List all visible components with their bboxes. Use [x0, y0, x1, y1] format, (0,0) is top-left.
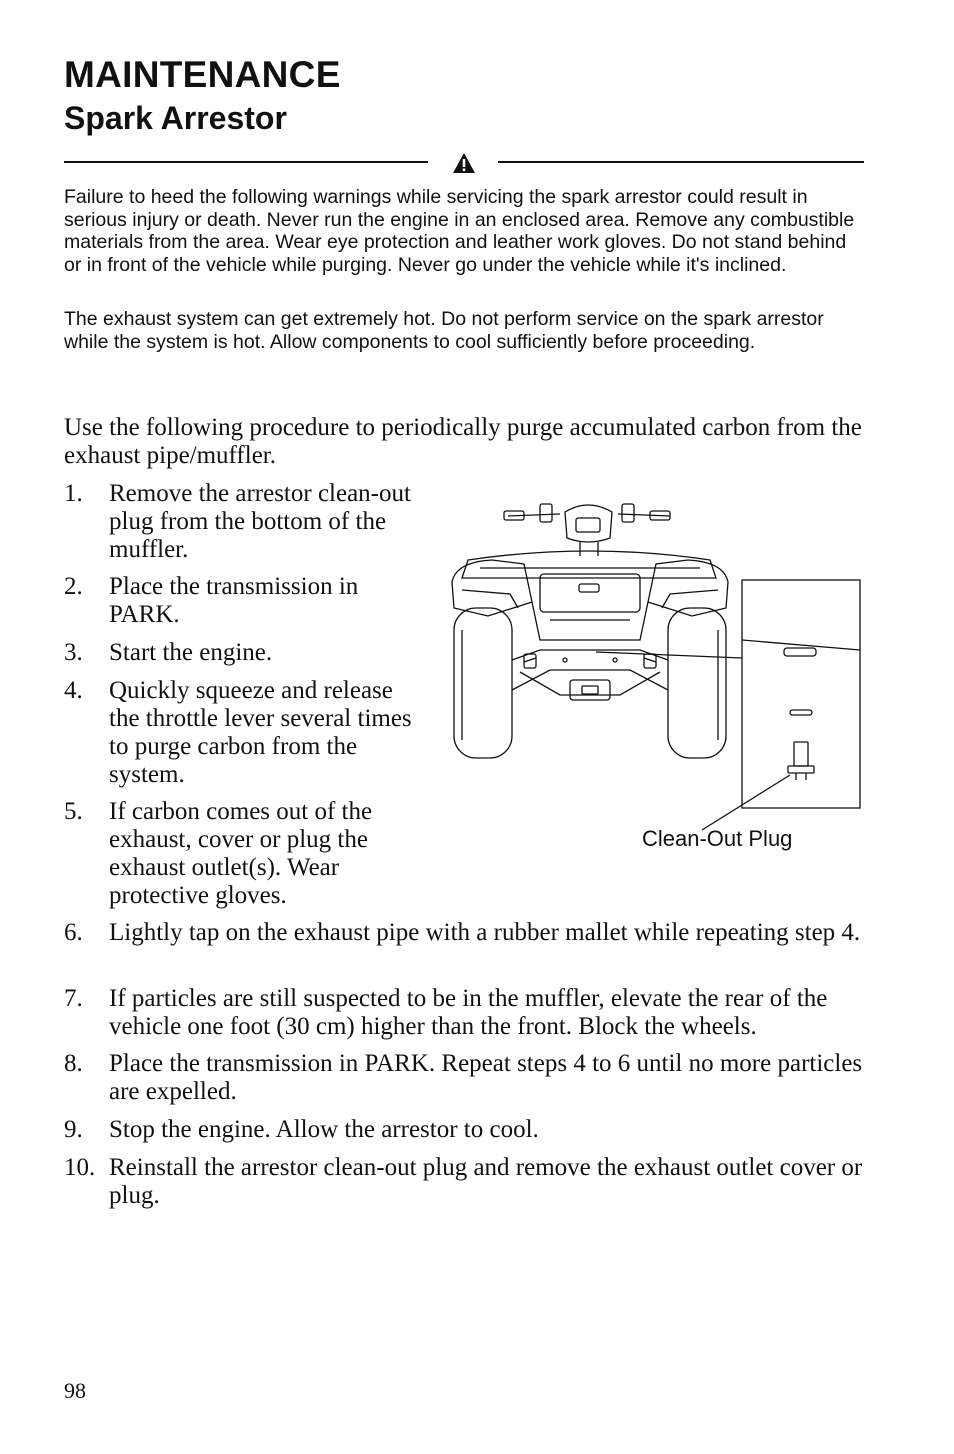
page-title: Spark Arrestor [64, 100, 287, 136]
step-text: Place the transmission in PARK. [109, 573, 359, 628]
atv-rear-illustration [440, 490, 870, 870]
step-number: 7. [64, 985, 83, 1012]
step-number: 1. [64, 480, 83, 507]
step-number: 5. [64, 798, 83, 825]
step-number: 6. [64, 919, 83, 946]
warning-paragraph: Failure to heed the following warnings while servicing the spark arrestor could result in serious injury or death. Never run the engine in an enclosed area. Remove any combustible materials from the area. Wear eye protection and leather work gloves. Do not stand behind or in front of the vehicle while purging. Never go under the vehicle while it's inclined. [64, 186, 855, 277]
step-text: Start the engine. [109, 639, 273, 666]
step-number: 9. [64, 1116, 83, 1143]
step-number: 3. [64, 639, 83, 666]
warning-divider-left [64, 161, 428, 163]
warning-paragraph: The exhaust system can get extremely hot. Do not perform service on the spark arrestor while the system is hot. Allow components to cool sufficiently before proceeding. [64, 308, 824, 353]
step-text: Place the transmission in PARK. Repeat steps 4 to 6 until no more particles are expelled. [109, 1050, 863, 1105]
step-text: Reinstall the arrestor clean-out plug and remove the exhaust outlet cover or plug. [109, 1154, 863, 1209]
step-text: If carbon comes out of the exhaust, cover or plug the exhaust outlet(s). Wear protective gloves. [109, 798, 373, 909]
figure-caption: Clean-Out Plug [642, 826, 793, 851]
step-text: Stop the engine. Allow the arrestor to cool. [109, 1116, 539, 1143]
step-text: Remove the arrestor clean-out plug from the bottom of the muffler. [109, 480, 411, 563]
step-text: Lightly tap on the exhaust pipe with a rubber mallet while repeating step 4. [109, 919, 861, 946]
step-number: 8. [64, 1050, 83, 1077]
warning-triangle-icon [452, 152, 476, 174]
step-number: 10. [64, 1154, 96, 1181]
section-title: MAINTENANCE [64, 54, 341, 95]
step-number: 4. [64, 677, 83, 704]
warning-divider-right [498, 161, 864, 163]
step-text: If particles are still suspected to be in the muffler, elevate the rear of the vehicle one foot (30 cm) higher than the front. Block the wheels. [109, 985, 828, 1040]
step-number: 2. [64, 573, 83, 600]
step-text: Quickly squeeze and release the throttle lever several times to purge carbon from the system. [109, 677, 412, 788]
page-number: 98 [64, 1378, 86, 1403]
intro-paragraph: Use the following procedure to periodically purge accumulated carbon from the exhaust pipe/muffler. [64, 414, 862, 469]
